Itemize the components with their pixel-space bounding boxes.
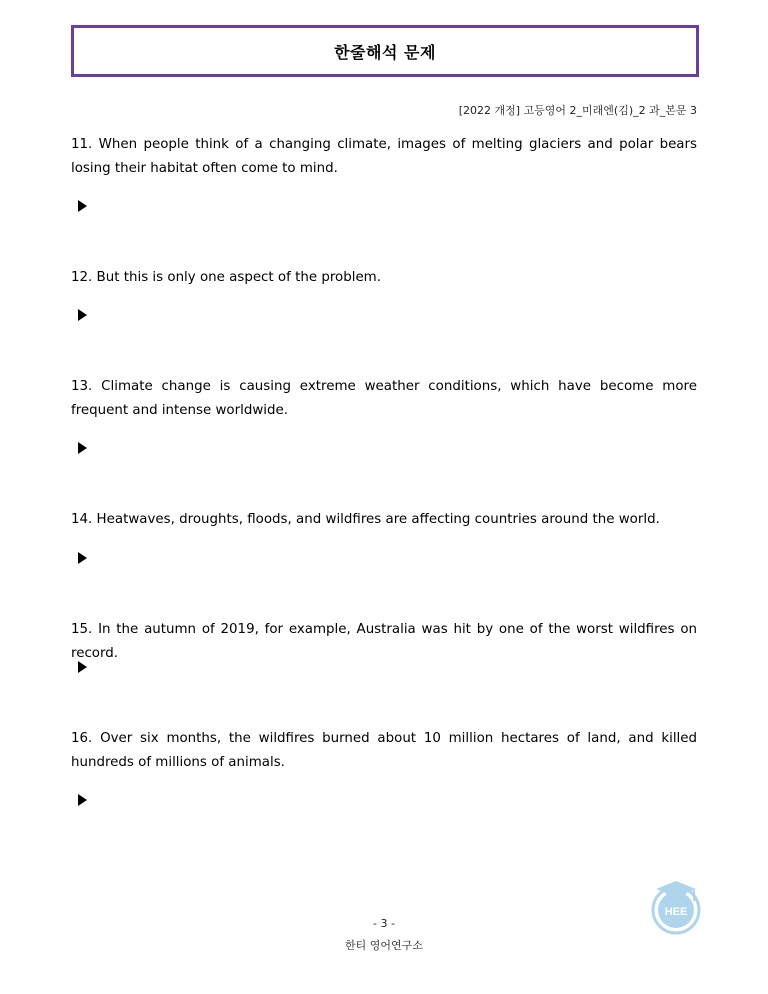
answer-marker-icon (78, 309, 87, 321)
question-11: 11. When people think of a changing climate, images of melting glaciers and polar bears losing their habitat often come to mind. (71, 137, 697, 176)
answer-marker-icon (78, 200, 87, 212)
logo-text: HEE (664, 906, 688, 918)
course-subheader: [2022 개정] 고등영어 2_미래엔(김)_2 과_본문 3 (458, 104, 697, 117)
page-number: - 3 - (373, 917, 395, 930)
graduation-cap-logo-icon (648, 877, 704, 937)
answer-marker-icon (78, 442, 87, 454)
question-13: 13. Climate change is causing extreme weather conditions, which have become more frequent and intense worldwide. (71, 379, 697, 418)
question-16: 16. Over six months, the wildfires burned about 10 million hectares of land, and killed hundreds of millions of animals. (71, 731, 697, 770)
question-15: 15. In the autumn of 2019, for example, Australia was hit by one of the worst wildfires on record. (71, 622, 697, 661)
title-box (71, 25, 699, 77)
answer-marker-icon (78, 552, 87, 564)
footer-organization: 한티 영어연구소 (345, 939, 423, 952)
answer-marker-icon (78, 661, 87, 673)
page-title: 한줄해석 문제 (334, 42, 436, 62)
question-14: 14. Heatwaves, droughts, floods, and wildfires are affecting countries around the world. (71, 512, 660, 527)
answer-marker-icon (78, 794, 87, 806)
question-12: 12. But this is only one aspect of the problem. (71, 270, 381, 285)
